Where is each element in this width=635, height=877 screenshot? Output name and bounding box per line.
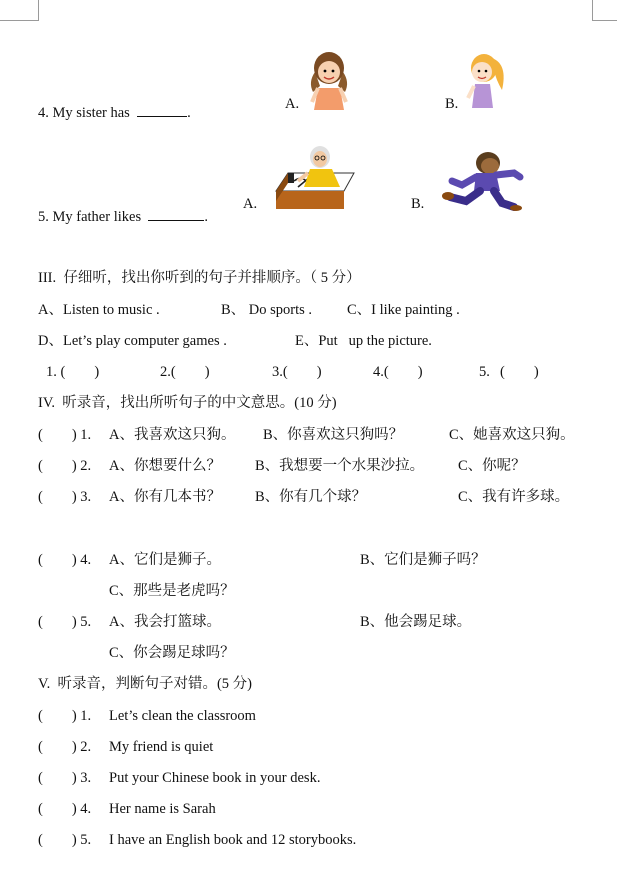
part-v-item-1-number[interactable]: ( ) 1. bbox=[38, 708, 92, 724]
part-v-item-2-number[interactable]: ( ) 2. bbox=[38, 739, 92, 755]
part-v-item-5-number[interactable]: ( ) 5. bbox=[38, 832, 92, 848]
part-iii-answer-1[interactable]: 1. ( ) bbox=[46, 364, 100, 380]
girl-with-pigtails-picture bbox=[304, 48, 354, 110]
part-iv-item-5-number[interactable]: ( ) 5. bbox=[38, 614, 92, 630]
part-iii-option-c: C、I like painting . bbox=[347, 302, 460, 318]
part-iv-item-3-option-c: C、我有许多球。 bbox=[458, 489, 570, 505]
part-iv-item-5-option-a: A、我会打篮球。 bbox=[109, 614, 221, 630]
boy-running-picture bbox=[440, 151, 524, 211]
q5-stem: 5. My father likes . bbox=[38, 209, 208, 225]
q4-option-a: A. bbox=[285, 96, 300, 112]
part-iii-option-d: D、Let’s play computer games . bbox=[38, 333, 227, 349]
part-v-item-4-text: Her name is Sarah bbox=[109, 801, 216, 817]
q4-option-b: B. bbox=[445, 96, 459, 112]
q4-stem: 4. My sister has . bbox=[38, 105, 191, 121]
part-v-item-2-text: My friend is quiet bbox=[109, 739, 214, 755]
part-iv-item-3-number[interactable]: ( ) 3. bbox=[38, 489, 92, 505]
part-iv-item-2-number[interactable]: ( ) 2. bbox=[38, 458, 92, 474]
part-v-heading: V. 听录音，判断句子对错。(5 分) bbox=[38, 676, 253, 692]
girl-with-ponytail-picture bbox=[462, 50, 508, 108]
part-iv-item-2-option-a: A、你想要什么？ bbox=[109, 458, 221, 474]
part-iv-item-4-option-c: C、那些是老虎吗？ bbox=[109, 583, 235, 599]
part-iii-option-b: B、 Do sports . bbox=[221, 302, 313, 318]
part-iii-answer-2[interactable]: 2.( ) bbox=[160, 364, 210, 380]
part-iv-item-2-option-b: B、我想要一个水果沙拉。 bbox=[255, 458, 425, 474]
part-iii-answer-4[interactable]: 4.( ) bbox=[373, 364, 423, 380]
part-iii-option-a: A、Listen to music . bbox=[38, 302, 160, 318]
part-iv-item-1-number[interactable]: ( ) 1. bbox=[38, 427, 92, 443]
part-iv-item-3-option-a: A、你有几本书？ bbox=[109, 489, 221, 505]
part-iv-item-4-option-a: A、它们是狮子。 bbox=[109, 552, 221, 568]
part-v-item-1-text: Let’s clean the classroom bbox=[109, 708, 256, 724]
page-corner-mark-left bbox=[0, 0, 39, 21]
part-iii-answer-3[interactable]: 3.( ) bbox=[272, 364, 322, 380]
part-iii-answer-5-label: 5. bbox=[479, 364, 490, 380]
part-iv-item-5-option-c: C、你会踢足球吗？ bbox=[109, 645, 235, 661]
part-iv-item-2-option-c: C、你呢？ bbox=[458, 458, 526, 474]
part-iii-answer-5[interactable]: ( ) bbox=[500, 364, 539, 380]
part-v-item-3-number[interactable]: ( ) 3. bbox=[38, 770, 92, 786]
q4-answer-blank[interactable] bbox=[137, 103, 187, 117]
q5-option-a: A. bbox=[243, 196, 258, 212]
part-iv-item-4-number[interactable]: ( ) 4. bbox=[38, 552, 92, 568]
part-iv-item-1-option-a: A、我喜欢这只狗。 bbox=[109, 427, 236, 443]
page-corner-mark-right bbox=[592, 0, 617, 21]
part-iv-item-5-option-b: B、他会踢足球。 bbox=[360, 614, 472, 630]
q5-option-b: B. bbox=[411, 196, 425, 212]
part-iv-heading: IV. 听录音，找出所听句子的中文意思。(10 分) bbox=[38, 395, 337, 411]
part-iv-item-3-option-b: B、你有几个球？ bbox=[255, 489, 367, 505]
part-iv-item-4-option-b: B、它们是狮子吗？ bbox=[360, 552, 486, 568]
part-iv-item-1-option-c: C、她喜欢这只狗。 bbox=[449, 427, 575, 443]
part-iii-heading: III. 仔细听，找出你听到的句子并排顺序。（ 5 分） bbox=[38, 270, 361, 286]
part-v-item-3-text: Put your Chinese book in your desk. bbox=[109, 770, 321, 786]
part-iv-item-1-option-b: B、你喜欢这只狗吗？ bbox=[263, 427, 404, 443]
part-v-item-5-text: I have an English book and 12 storybooks. bbox=[109, 832, 357, 848]
q5-answer-blank[interactable] bbox=[148, 207, 204, 221]
part-iii-option-e: E、Put up the picture. bbox=[295, 333, 432, 349]
part-v-item-4-number[interactable]: ( ) 4. bbox=[38, 801, 92, 817]
old-man-painting-picture bbox=[274, 143, 356, 211]
